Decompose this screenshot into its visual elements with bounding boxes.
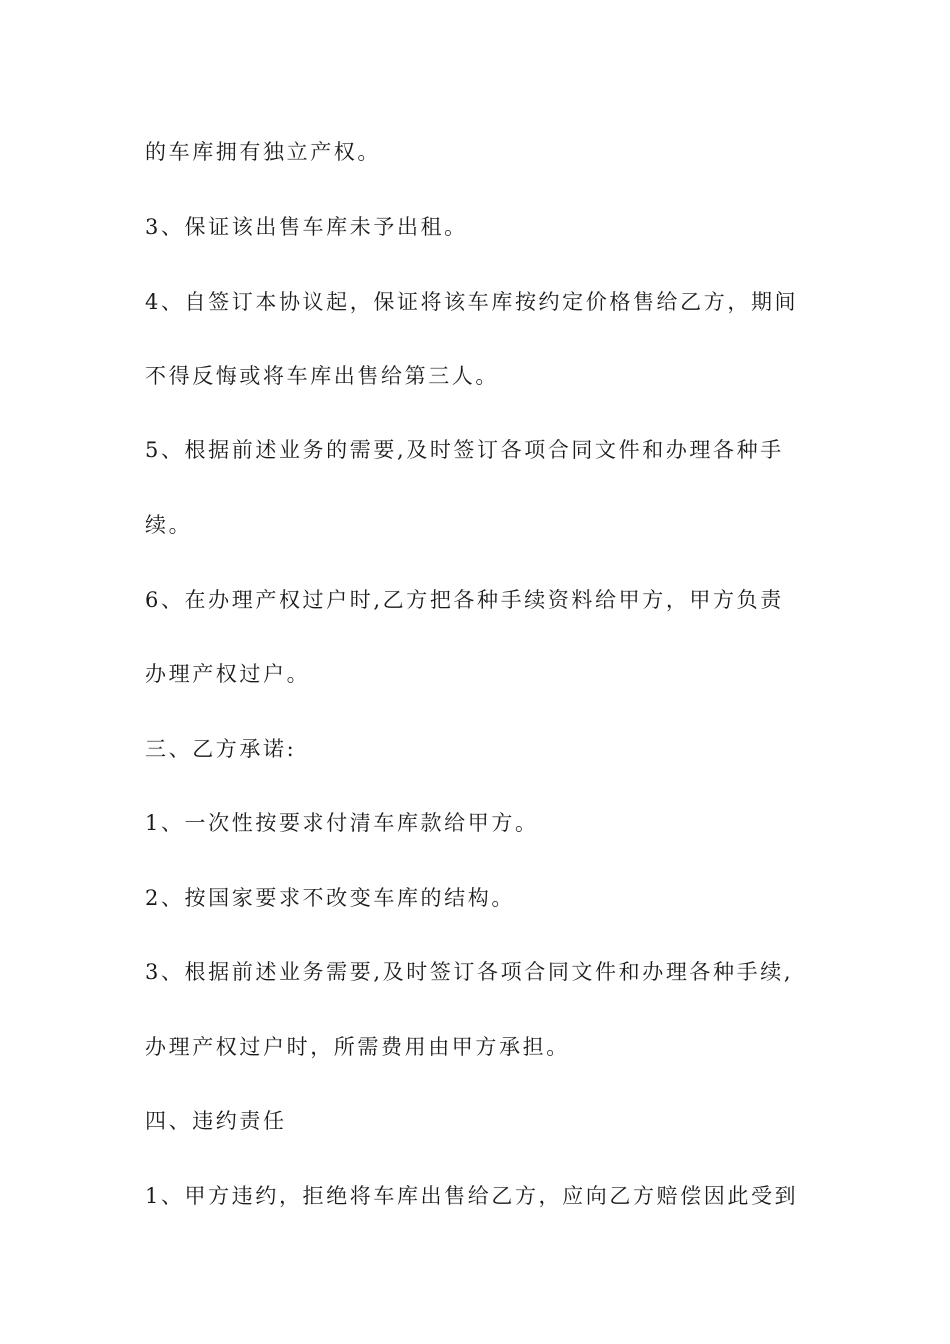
section-heading: 四、违约责任 (145, 1109, 287, 1133)
text-line: 办理产权过户时，所需费用由甲方承担。 (145, 1035, 570, 1059)
text-line: 1、甲方违约，拒绝将车库出售给乙方，应向乙方赔偿因此受到 (145, 1184, 799, 1208)
text-line: 不得反悔或将车库出售给第三人。 (145, 364, 499, 388)
text-line: 续。 (145, 513, 193, 537)
text-line: 的车库拥有独立产权。 (145, 140, 381, 164)
text-line: 6、在办理产权过户时,乙方把各种手续资料给甲方，甲方负责 (145, 588, 784, 612)
text-line: 1、一次性按要求付清车库款给甲方。 (145, 811, 539, 835)
text-line: 3、根据前述业务需要,及时签订各项合同文件和办理各种手续, (145, 960, 794, 984)
text-line: 办理产权过户。 (145, 662, 311, 686)
text-line: 2、按国家要求不改变车库的结构。 (145, 886, 515, 910)
text-line: 3、保证该出售车库未予出租。 (145, 215, 468, 239)
text-line: 5、根据前述业务的需要,及时签订各项合同文件和办理各种手 (145, 438, 784, 462)
section-heading: 三、乙方承诺: (145, 737, 297, 761)
text-line: 4、自签订本协议起，保证将该车库按约定价格售给乙方，期间 (145, 290, 799, 314)
